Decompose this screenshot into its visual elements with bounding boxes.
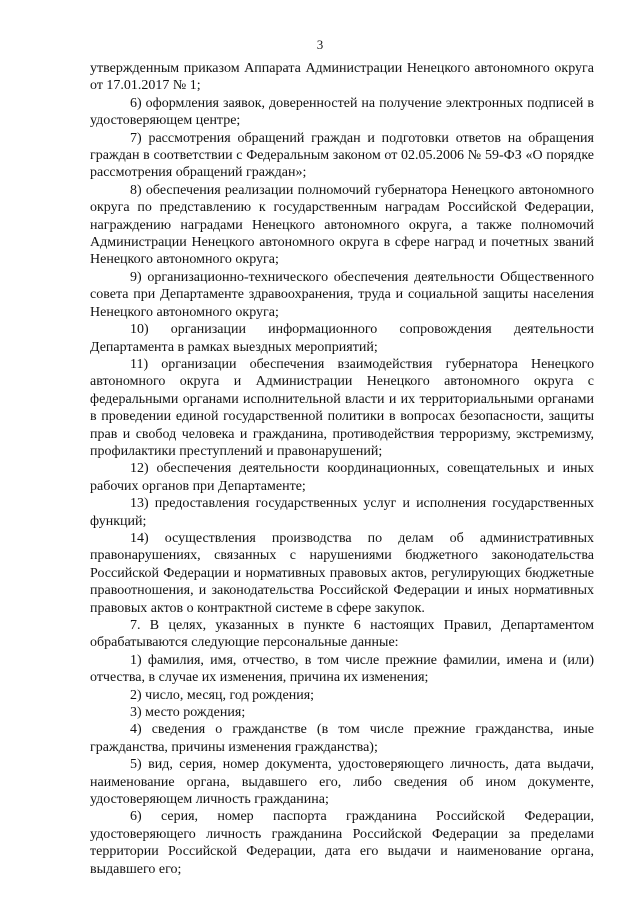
paragraph-data-item-1: 1) фамилия, имя, отчество, в том числе прежние фамилии, имена и (или) отчества, в случае их изменения, причина их изменения;	[90, 652, 594, 686]
paragraph-data-item-2: 2) число, месяц, год рождения;	[130, 687, 315, 703]
paragraph-item-8: 8) обеспечения реализации полномочий губернатора Ненецкого автономного округа по представлению к государственным наградам Российской Федерации, награждению наградами Ненецкого автономного округа, а также полномочий Администрации Ненецкого автономного округа в сфере наград и почетных званий Ненецкого автономного округа;	[90, 182, 594, 268]
paragraph-item-13: 13) предоставления государственных услуг и исполнения государственных функций;	[90, 496, 594, 529]
paragraph-item-12: 12) обеспечения деятельности координационных, совещательных и иных рабочих органов при Департаменте;	[90, 461, 594, 494]
paragraph-item-11: 11) организации обеспечения взаимодействия губернатора Ненецкого автономного округа и Администрации Ненецкого автономного округа с федеральными органами исполнительной власти и их территориальными органами в проведении единой государственной политики в вопросах безопасности, защиты прав и свобод человека и гражданина, противодействия терроризму, экстремизму, профилактики преступлений и правонарушений;	[90, 356, 594, 459]
document-body	[90, 60, 594, 878]
paragraph-data-item-3: 3) место рождения;	[130, 705, 246, 721]
paragraph-item-14: 14) осуществления производства по делам об административных правонарушениях, связанных с нарушениями бюджетного законодательства Российской Федерации и нормативных правовых актов, регулирующих бюджетные правоотношения, и законодательства Российской Федерации и иных нормативных правовых актов о контрактной системе в сфере закупок.	[90, 530, 594, 616]
page-number: 3	[316, 37, 324, 52]
paragraph-section-7: 7. В целях, указанных в пункте 6 настоящих Правил, Департаментом обрабатываются следующие персональные данные:	[90, 618, 594, 651]
paragraph-item-6: 6) оформления заявок, доверенностей на получение электронных подписей в удостоверяющем центре;	[90, 95, 594, 129]
paragraph-item-9: 9) организационно-технического обеспечения деятельности Общественного совета при Департаменте здравоохранения, труда и социальной защиты населения Ненецкого автономного округа;	[90, 269, 594, 320]
paragraph-item-10: 10) организации информационного сопровождения деятельности Департамента в рамках выездных мероприятий;	[90, 322, 594, 355]
paragraph-data-item-6: 6) серия, номер паспорта гражданина Российской Федерации, удостоверяющего личность гражданина Российской Федерации за пределами территории Российской Федерации, дата его выдачи и наименование органа, выдавшего его;	[90, 809, 594, 877]
paragraph-item-7: 7) рассмотрения обращений граждан и подготовки ответов на обращения граждан в соответствии с Федеральным законом от 02.05.2006 № 59-ФЗ «О порядке рассмотрения обращений граждан»;	[90, 130, 594, 181]
paragraph-data-item-5: 5) вид, серия, номер документа, удостоверяющего личность, дата выдачи, наименование органа, выдавшего его, либо сведения об ином документе, удостоверяющем личность гражданина;	[90, 757, 594, 808]
paragraph-continuation: утвержденным приказом Аппарата Администрации Ненецкого автономного округа от 17.01.2017 № 1;	[90, 61, 594, 94]
paragraph-data-item-4: 4) сведения о гражданстве (в том числе прежние гражданства, иные гражданства, причины изменения гражданства);	[90, 722, 594, 755]
